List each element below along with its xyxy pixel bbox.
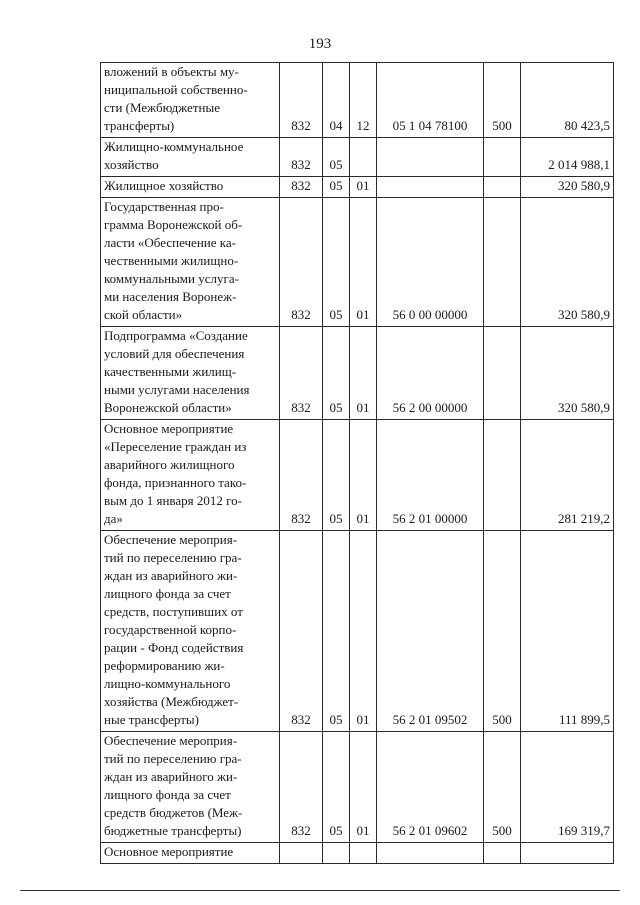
table-row [101, 198, 614, 327]
budget-table [100, 62, 614, 864]
amount: 320 580,9 [521, 198, 614, 327]
expense-type-code: 500 [484, 63, 521, 138]
table-row [101, 843, 614, 864]
item-name: Обеспечение мероприя- тий по переселению гра- ждан из аварийного жи- лищного фонда за счет средств бюджетов (Меж- бюджетные трансферты) [104, 733, 243, 838]
table-row [101, 63, 614, 138]
dept-code: 832 [280, 177, 323, 198]
item-name: Основное мероприятие «Переселение граждан из аварийного жилищного фонда, признанного тако- вым до 1 января 2012 го- да» [104, 421, 247, 526]
subsection-code: 01 [350, 420, 377, 531]
section-code: 05 [323, 732, 350, 843]
target-article-code: 56 0 00 00000 [377, 198, 484, 327]
item-name: Основное мероприятие [104, 844, 234, 859]
target-article-code [377, 843, 484, 864]
target-article-code: 05 1 04 78100 [377, 63, 484, 138]
subsection-code [350, 138, 377, 177]
expense-type-code [484, 177, 521, 198]
section-code: 04 [323, 63, 350, 138]
section-code: 05 [323, 198, 350, 327]
table-row [101, 531, 614, 732]
amount: 320 580,9 [521, 177, 614, 198]
target-article-code: 56 2 00 00000 [377, 327, 484, 420]
item-name: Государственная про- грамма Воронежской об- ласти «Обеспечение ка- чественными жилищно- коммунальными услуга- ми населения Воронеж- ской области» [104, 199, 243, 322]
item-name: Жилищное хозяйство [104, 178, 224, 193]
dept-code [280, 843, 323, 864]
table-row [101, 420, 614, 531]
subsection-code: 01 [350, 732, 377, 843]
item-name-cell [101, 531, 280, 732]
bottom-divider [20, 890, 620, 891]
expense-type-code [484, 843, 521, 864]
dept-code: 832 [280, 732, 323, 843]
amount: 80 423,5 [521, 63, 614, 138]
target-article-code [377, 177, 484, 198]
item-name-cell [101, 420, 280, 531]
target-article-code [377, 138, 484, 177]
item-name-cell [101, 327, 280, 420]
dept-code: 832 [280, 138, 323, 177]
table-row [101, 177, 614, 198]
target-article-code: 56 2 01 09502 [377, 531, 484, 732]
subsection-code: 01 [350, 198, 377, 327]
section-code: 05 [323, 531, 350, 732]
item-name: Жилищно-коммунальное хозяйство [104, 139, 244, 172]
section-code: 05 [323, 327, 350, 420]
table-row [101, 138, 614, 177]
expense-type-code [484, 420, 521, 531]
subsection-code: 01 [350, 531, 377, 732]
amount: 111 899,5 [521, 531, 614, 732]
subsection-code [350, 843, 377, 864]
section-code: 05 [323, 138, 350, 177]
expense-type-code: 500 [484, 531, 521, 732]
dept-code: 832 [280, 198, 323, 327]
table-row [101, 327, 614, 420]
amount: 320 580,9 [521, 327, 614, 420]
item-name-cell [101, 198, 280, 327]
amount: 169 319,7 [521, 732, 614, 843]
section-code [323, 843, 350, 864]
table-row [101, 732, 614, 843]
expense-type-code [484, 327, 521, 420]
item-name: вложений в объекты му- ниципальной собственно- сти (Межбюджетные трансферты) [104, 64, 248, 133]
item-name-cell [101, 138, 280, 177]
item-name: Подпрограмма «Создание условий для обеспечения качественными жилищ- ными услугами населения Воронежской области» [104, 328, 250, 415]
section-code: 05 [323, 177, 350, 198]
section-code: 05 [323, 420, 350, 531]
dept-code: 832 [280, 531, 323, 732]
amount: 281 219,2 [521, 420, 614, 531]
dept-code: 832 [280, 420, 323, 531]
subsection-code: 01 [350, 177, 377, 198]
target-article-code: 56 2 01 00000 [377, 420, 484, 531]
subsection-code: 01 [350, 327, 377, 420]
target-article-code: 56 2 01 09602 [377, 732, 484, 843]
subsection-code: 12 [350, 63, 377, 138]
item-name-cell [101, 177, 280, 198]
amount [521, 843, 614, 864]
item-name: Обеспечение мероприя- тий по переселению гра- ждан из аварийного жи- лищного фонда за счет средств, поступивших от государственной корпо- рации - Фонд содействия реформированию жи- лищно-коммунального хозяйства (Межбюджет- ные трансферты) [104, 532, 244, 727]
dept-code: 832 [280, 63, 323, 138]
item-name-cell [101, 732, 280, 843]
dept-code: 832 [280, 327, 323, 420]
expense-type-code [484, 198, 521, 327]
amount: 2 014 988,1 [521, 138, 614, 177]
item-name-cell [101, 63, 280, 138]
budget-table-body [101, 63, 614, 864]
item-name-cell [101, 843, 280, 864]
expense-type-code: 500 [484, 732, 521, 843]
page-number: 193 [308, 36, 332, 52]
expense-type-code [484, 138, 521, 177]
